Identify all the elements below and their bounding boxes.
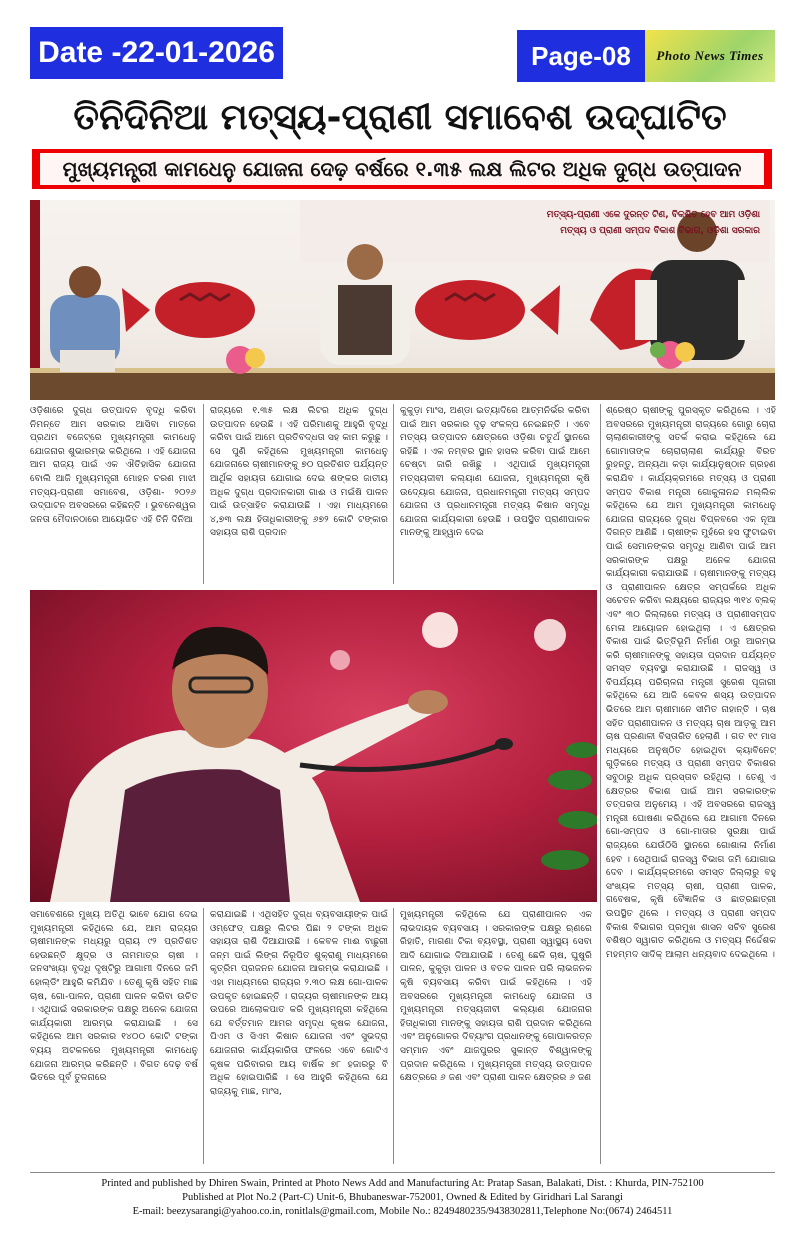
imprint-footer [30,1172,775,1235]
article-col3-top: କୁକୁଡ଼ା ମାଂସ, ଅଣ୍ଡା ଇତ୍ୟାଦିରେ ଆତ୍ମନିର୍ଭର କରିବା ପାଇଁ ଆମ ସରକାର ଦୃଢ଼ ସଂକଳ୍ପ ନେଇଛନ୍ତି । ଏବେ ମତ୍ସ୍ୟ ଉତ୍ପାଦନ କ୍ଷେତ୍ରରେ ଓଡ଼ିଶା ଚତୁର୍ଥ ସ୍ଥାନରେ ରହିଛି । ଏକ ନମ୍ବର ସ୍ଥାନ ହାସଲ କରିବା ପାଇଁ ଆମେ ଚେଷ୍ଟା ଜାରି ରଖିଛୁ । ଏଥିପାଇଁ ମୁଖ୍ୟମନ୍ତ୍ରୀ ମତ୍ସ୍ୟଜୀବୀ କଲ୍ୟାଣ ଯୋଜନା, ମୁଖ୍ୟମନ୍ତ୍ରୀ କୃଷି ଉଦ୍ୟୋଗ ଯୋଜନା, ପ୍ରଧାନମନ୍ତ୍ରୀ ମତ୍ସ୍ୟ ସମ୍ପଦ ଯୋଜନା ଓ ପ୍ରଧାନମନ୍ତ୍ରୀ ମତ୍ସ୍ୟ କିଷାନ ସମୃଦ୍ଧି ଯୋଜନା କାର୍ଯ୍ୟକାରୀ ହେଉଛି । ଉପସ୍ଥିତ ପ୍ରାଣୀପାଳକ ମାନଙ୍କୁ ଆହ୍ୱାନ ଦେଇ [400,405,590,539]
article-col4: ଶ୍ରେଷ୍ଠ ଚାଷୀଙ୍କୁ ପୁରସ୍କୃତ କରିଥିଲେ । ଏହି ଅବସରରେ ମୁଖ୍ୟମନ୍ତ୍ରୀ ରାଜ୍ୟରେ ଗୋରୁ ଚୋରା ଚାଲାଣକାରୀଙ୍କୁ ସତର୍କ କରାଇ କହିଥିଲେ ଯେ ଗୋମାତାଙ୍କ ଚୋରାଚାଲାଣ କାର୍ଯ୍ୟରୁ ବିରତ ରୁହନ୍ତୁ, ଅନ୍ୟଥା କଡ଼ା କାର୍ଯ୍ୟାନୁଷ୍ଠାନ ଗ୍ରହଣ କରାଯିବ । କାର୍ଯ୍ୟକ୍ରମରେ ମତ୍ସ୍ୟ ଓ ପ୍ରାଣୀ ସମ୍ପଦ ବିକାଶ ମନ୍ତ୍ରୀ ଗୋକୁଳାନନ୍ଦ ମଲ୍ଲିକ କହିଥିଲେ ଯେ ଆମ ମୁଖ୍ୟମନ୍ତ୍ରୀ କାମଧେନୁ ଯୋଜନା ରାଜ୍ୟରେ ଦୁଗ୍ଧ ବିପ୍ଳବରେ ଏକ ନୂଆ ଦିଗନ୍ତ ଆଣିଛି । ଚାଷୀଙ୍କ ମୁହଁରେ ହସ ଫୁଟାଇବା ପାଇଁ ସେମାନଙ୍କର ସମୃଦ୍ଧି ଆଣିବା ପାଇଁ ଆମ ସରକାରଙ୍କ ପକ୍ଷରୁ ଅନେକ ଯୋଜନା କାର୍ଯ୍ୟକାରୀ କରାଯାଉଛି । ଚାଷୀମାନଙ୍କୁ ମତ୍ସ୍ୟ ଓ ପ୍ରାଣୀପାଳନ କ୍ଷେତ୍ର ସମ୍ପର୍କରେ ଅଧିକ ସଚେତନ କରିବା ଲକ୍ଷ୍ୟରେ ରାଜ୍ୟର ୩୧୪ ବ୍ଲକ୍ ଏବଂ ୩୦ ଜିଲ୍ଲାରେ ମତ୍ସ୍ୟ ଓ ପ୍ରାଣୀସମ୍ପଦ ମେଳା ଆୟୋଜନ ହୋଇଥିଲା । ଏ କ୍ଷେତ୍ରର ବିକାଶ ପାଇଁ ଭିତ୍ତିଭୂମି ନିର୍ମାଣ ଠାରୁ ଆରମ୍ଭ କରି ଚାଷୀମାନଙ୍କୁ ସହାୟତା ପ୍ରଦାନ ପର୍ଯ୍ୟନ୍ତ ସମସ୍ତ ବ୍ୟବସ୍ଥା କରାଯାଉଛି । ରାଜସ୍ୱ ଓ ବିପର୍ଯ୍ୟୟ ପରିଚାଳନା ମନ୍ତ୍ରୀ ସୁରେଶ ପୂଜାରୀ କହିଥିଲେ ଯେ ଆଜି କେବଳ ଶସ୍ୟ ଉତ୍ପାଦନ ଭିତରେ ଆମ ଚାଷୀମାନେ ସୀମିତ ନାହାନ୍ତି । ଚାଷ ସହିତ ପ୍ରାଣୀପାଳନ ଓ ମତ୍ସ୍ୟ ଚାଷ ଆଡ଼କୁ ଆମ ଚାଷ ପ୍ରଣାଳୀ ବିସ୍ତାରିତ ହେଲାଣି । ଗତ ୧୯ ମାସ ମଧ୍ୟରେ ଅନୁଷ୍ଠିତ ହୋଇଥିବା କ୍ୟାବିନେଟ୍ ଗୁଡ଼ିକରେ ମତ୍ସ୍ୟ ଓ ପ୍ରାଣୀ ସମ୍ପଦ ବିକାଶର ସବୁଠାରୁ ଅଧିକ ପ୍ରସ୍ତାବ ରହିଥିଲା । ତେଣୁ ଏ କ୍ଷେତ୍ରର ବିକାଶ ପାଇଁ ଆମ ସରକାରଙ୍କ ତତ୍ପରତା ଅନୁମେୟ । ଏହି ଅବସରରେ ରାଜସ୍ୱ ମନ୍ତ୍ରୀ ଘୋଷଣା କରିଥିଲେ ଯେ ଆଗାମୀ ଦିନରେ ଗୋ-ସମ୍ପଦ ଓ ଗୋ-ମାତାର ସୁରକ୍ଷା ପାଇଁ ରାଜ୍ୟରେ ଯେଉଁଠିସି ସ୍ଥାନରେ ଗୋଶାଳା ନିର୍ମାଣ ହେବ । ସେଥିପାଇଁ ରାଜସ୍ୱ ବିଭାଗ ଜମି ଯୋଗାଇ ଦେବ । କାର୍ଯ୍ୟକ୍ରମରେ ସମସ୍ତ ଜିଲ୍ଲାରୁ ବହୁ ସଂଖ୍ୟକ ମତ୍ସ୍ୟ ଚାଷୀ, ପ୍ରାଣୀ ପାଳକ, ଗବେଷକ, କୃଷି ବୈଜ୍ଞାନିକ ଓ ଛାତ୍ରଛାତ୍ରୀ ଉପସ୍ଥିତ ଥିଲେ । ମତ୍ସ୍ୟ ଓ ପ୍ରାଣୀ ସମ୍ପଦ ବିକାଶ ବିଭାଗର ପ୍ରମୁଖ ଶାସନ ସଚିବ ସୁରେଶ ବଶିଷ୍ଠ ସ୍ୱାଗତ କରିଥିଲେ ଓ ମତ୍ସ୍ୟ ନିର୍ଦ୍ଦେଶକ ମହମ୍ମଦ ସାଦିକ୍ ଆଲାମ ଧନ୍ୟବାଦ ଦେଇଥିଲେ । [606,405,776,960]
article-col3-bottom: ମୁଖ୍ୟମନ୍ତ୍ରୀ କହିଥିଲେ ଯେ ପ୍ରାଣୀପାଳନ ଏକ ଲାଭଦାୟକ ବ୍ୟବସାୟ । ସରକାରଙ୍କ ପକ୍ଷରୁ ଋଣରେ ରିହାତି, ମାଗଣା ଟିକା ବ୍ୟବସ୍ଥା, ପ୍ରାଣୀ ସ୍ୱାସ୍ଥ୍ୟ ସେବା ଆଦି ଯୋଗାଇ ଦିଆଯାଉଛି । ତେଣୁ ଛେଳି ଚାଷ, ଘୁଷୁରି ପାଳନ, କୁକୁଡ଼ା ପାଳନ ଓ ବତକ ପାଳନ ପରି ଲାଭଜନକ କୃଷି ବ୍ୟବସାୟ କରିବା ପାଇଁ କହିଥିଲେ । ଏହି ଅବସରରେ ମୁଖ୍ୟମନ୍ତ୍ରୀ କାମଧେନୁ ଯୋଜନା ଓ ମୁଖ୍ୟମନ୍ତ୍ରୀ ମତ୍ସ୍ୟଜୀବୀ କଲ୍ୟାଣ ଯୋଜନାର ହିତାଧିକାରୀ ମାନଙ୍କୁ ସହାୟତା ରାଶି ପ୍ରଦାନ କରିଥିଲେ ଏବଂ ଅନୁଗୋଳର ଦିବ୍ୟାଂଗ ପ୍ରଧାନଙ୍କୁ ଗୋପାଳରତ୍ନ ସମ୍ମାନ ଏବଂ ଯାଜପୁରର ସୁକାନ୍ତ ବିଶ୍ୱାଳଙ୍କୁ ପ୍ରଦାନ କରିଥିଲେ । ମୁଖ୍ୟମନ୍ତ୍ରୀ ମତ୍ସ୍ୟ ଉତ୍ପାଦନ କ୍ଷେତ୍ରରେ ୬ ଜଣ ଏବଂ ପ୍ରାଣୀ ପାଳନ କ୍ଷେତ୍ରର ୬ ଜଣ [400,909,592,1084]
banner-text [330,210,760,236]
subheadline: ମୁଖ୍ୟମନ୍ତ୍ରୀ କାମଧେନୁ ଯୋଜନା ଦେଢ଼ ବର୍ଷରେ ୧.୩୫ ଲକ୍ଷ ଲିଟର ଅଧିକ ଦୁଗ୍ଧ ଉତ୍ପାଦନ [40,153,764,185]
column-divider [203,908,204,1164]
imprint-line: Printed and published by Dhiren Swain, Printed at Photo News Add and Manufacturing At: Pratap Sasan, Balakati, Dist. : Khurda, PIN-752100 [101,1178,704,1189]
column-divider [203,404,204,584]
column-divider [600,404,601,1164]
pointing-hand [408,690,448,714]
speaker-illustration [30,590,597,902]
page-header-box [517,30,775,82]
article-col1-top: ଓଡ଼ିଶାରେ ଦୁଗ୍ଧ ଉତ୍ପାଦନ ବୃଦ୍ଧି କରିବା ନିମନ୍ତେ ଆମ ସରକାର ଆସିବା ମାତ୍ରେ ପ୍ରଥମ ବଜେଟ୍‌ରେ ମୁଖ୍ୟମନ୍ତ୍ରୀ କାମଧେନୁ ଯୋଜନାର ଶୁଭାରମ୍ଭ କରିଥିଲେ । ଏହି ଯୋଜନା ଆମ ରାଜ୍ୟ ପାଇଁ ଏକ ଐତିହାସିକ ଯୋଜନା ବୋଲି ଆଜି ମୁଖ୍ୟମନ୍ତ୍ରୀ ମୋହନ ଚରଣ ମାଝୀ ମତ୍ସ୍ୟ-ପ୍ରାଣୀ ସମାବେଶ, ଓଡ଼ିଶା- ୨୦୨୬ ଉଦ୍‌ଘାଟନ ଅବସରରେ କହିଛନ୍ତି । ଭୁବନେଶ୍ୱର ଜନତା ମୈଦାନଠାରେ ଆୟୋଜିତ ଏହି ତିନି ଦିନିଆ [30,405,196,525]
person-center [320,244,410,365]
page-number: Page-08 [517,30,645,82]
banner-line: ମତ୍ସ୍ୟ-ପ୍ରାଣୀ ଏକେ ଦୁରନ୍ତ ଟିଣ, ବିକଶିତ ହେବ ଆମ ଓଡ଼ିଶା [546,210,760,220]
column-divider [393,908,394,1164]
speaker-photo [30,590,597,902]
banner-subline: ମତ୍ସ୍ୟ ଓ ପ୍ରାଣୀ ସମ୍ପଦ ବିକାଶ ବିଭାଗ, ଓଡ଼ିଶା ସରକାର [560,226,760,236]
contact-line: E-mail: beezysarangi@yahoo.co.in, ronitlals@gmail.com, Mobile No.: 8249480235/9438302811,Telephone No:(0674) 2464511 [132,1206,673,1217]
stage-photo [30,200,775,400]
newspaper-logo: Photo News Times [645,30,775,82]
date-label: Date -22-01-2026 [30,27,283,79]
article-col2-bottom: କରାଯାଇଛି । ଏଥିସହିତ ଦୁଗ୍ଧ ବ୍ୟବସାୟୀଙ୍କ ପାଇଁ ଓମ୍‌ଫେଡ୍ ପକ୍ଷରୁ ଲିଟର ପିଛା ୨ ଟଙ୍କା ଅଧିକ ସହାୟତା ରାଶି ଦିଆଯାଉଛି । କେବଳ ମାଈ ବାଛୁରୀ ଜନ୍ମ ପାଇଁ ଲିଙ୍ଗ ନିରୂପିତ ଶୁକ୍ରାଣୁ ମାଧ୍ୟମରେ କୃତ୍ରିମ ପ୍ରଜନନ ଯୋଜନା ଆରମ୍ଭ କରାଯାଇଛି । ଏହା ମାଧ୍ୟମରେ ରାଜ୍ୟର ୨.୩୦ ଲକ୍ଷ ଗୋ-ପାଳକ ଉପକୃତ ହୋଇଛନ୍ତି । ରାଜ୍ୟର ଚାଷୀମାନଙ୍କ ଆୟ ଉପରେ ଆଲୋକପାତ କରି ମୁଖ୍ୟମନ୍ତ୍ରୀ କହିଥିଲେ ଯେ ବର୍ତ୍ତମାନ ଆମର ସମୃଦ୍ଧ କୃଷକ ଯୋଜନା, ପିଏମ ଓ ସିଏମ କିଷାନ ଯୋଜନା ଏବଂ ସୁଭଦ୍ରା ଯୋଜନାର କାର୍ଯ୍ୟକାରିତା ଫଳରେ ଏବେ ଗୋଟିଏ କୃଷକ ପରିବାରର ଆୟ ବାର୍ଷିକ ୭୮ ହଜାରରୁ ବି ଅଧିକ ହୋଇପାରିଛି । ସେ ଆହୁରି କହିଥିଲେ ଯେ ରାଜ୍ୟକୁ ମାଛ, ମାଂସ, [210,909,388,1097]
column-divider [393,404,394,584]
article-col2-top: ରାଜ୍ୟରେ ୧.୩୫ ଲକ୍ଷ ଲିଟର ଅଧିକ ଦୁଗ୍ଧ ଉତ୍ପାଦନ ହେଉଛି । ଏହି ପରିମାଣକୁ ଆହୁରି ବୃଦ୍ଧି କରିବା ପାଇଁ ଆମେ ପ୍ରତିବଦ୍ଧତା ସହ କାମ କରୁଛୁ । ସେ ପୁଣି କହିଥିଲେ ମୁଖ୍ୟମନ୍ତ୍ରୀ କାମଧେନୁ ଯୋଜନାରେ ଚାଷୀମାନଙ୍କୁ ୭୦ ପ୍ରତିଶତ ପର୍ଯ୍ୟନ୍ତ ଆର୍ଥିକ ସହାୟତା ଯୋଗାଇ ଦେଇ ଶଙ୍କର ଜାତୀୟ ଅଧିକ ଦୁଗ୍ଧ ପ୍ରଦାନକାରୀ ଗାଈ ଓ ମଇଁଷି ପାଳନ ପାଇଁ ଉତ୍ସାହିତ କରାଯାଉଛି । ଏହା ମାଧ୍ୟମରେ ୪,୭୩ ଲକ୍ଷ ହିତାଧିକାରୀଙ୍କୁ ୬୭୨ କୋଟି ଟଙ୍କାର ସହାୟତା ରାଶି ପ୍ରଦାନ [210,405,388,539]
plant [541,742,597,870]
person-left [50,266,120,372]
article-col1-bottom: ସମାବେଶରେ ମୁଖ୍ୟ ଅତିଥି ଭାବେ ଯୋଗ ଦେଇ ମୁଖ୍ୟମନ୍ତ୍ରୀ କହିଥିଲେ ଯେ, ଆମ ରାଜ୍ୟର ଚାଷୀମାନଙ୍କ ମଧ୍ୟରୁ ପ୍ରାୟ ୯୨ ପ୍ରତିଶତ ହେଉଛନ୍ତି କ୍ଷୁଦ୍ର ଓ ନାମମାତ୍ର ଚାଷୀ । ଜନସଂଖ୍ୟା ବୃଦ୍ଧି ଦୃଷ୍ଟିରୁ ଆଗାମୀ ଦିନରେ ଜମି ହୋଲ୍ଡିଂ ଆହୁରି କମିଯିବ । ତେଣୁ କୃଷି ସହିତ ମାଛ ଚାଷ, ଗୋ-ପାଳନ, ପ୍ରାଣୀ ପାଳନ କରିବା ଉଚିତ । ଏଥିପାଇଁ ସରକାରଙ୍କ ପକ୍ଷରୁ ଅନେକ ଯୋଜନା କାର୍ଯ୍ୟକାରୀ ଆରମ୍ଭ କରାଯାଇଛି । ସେ କହିଥିଲେ ଆମ ସରକାର ୧୪୦୦ କୋଟି ଟଙ୍କା ବ୍ୟୟ ଅଟକଳରେ ମୁଖ୍ୟମନ୍ତ୍ରୀ କାମଧେନୁ ଯୋଜନା ଆରମ୍ଭ କରିଛନ୍ତି । ବିଗତ ଦେଢ଼ ବର୍ଷ ଭିତରେ ପୂର୍ବ ତୁଳନାରେ [30,909,198,1084]
imprint-line: Published at Plot No.2 (Part-C) Unit-6, Bhubaneswar-752001, Owned & Edited by Giridhari Lal Sarangi [182,1192,623,1203]
page-title: ତିନିଦିନିଆ ମତ୍ସ୍ୟ-ପ୍ରାଣୀ ସମାବେଶ ଉଦ୍‌ଘାଟିତ [73,96,727,138]
